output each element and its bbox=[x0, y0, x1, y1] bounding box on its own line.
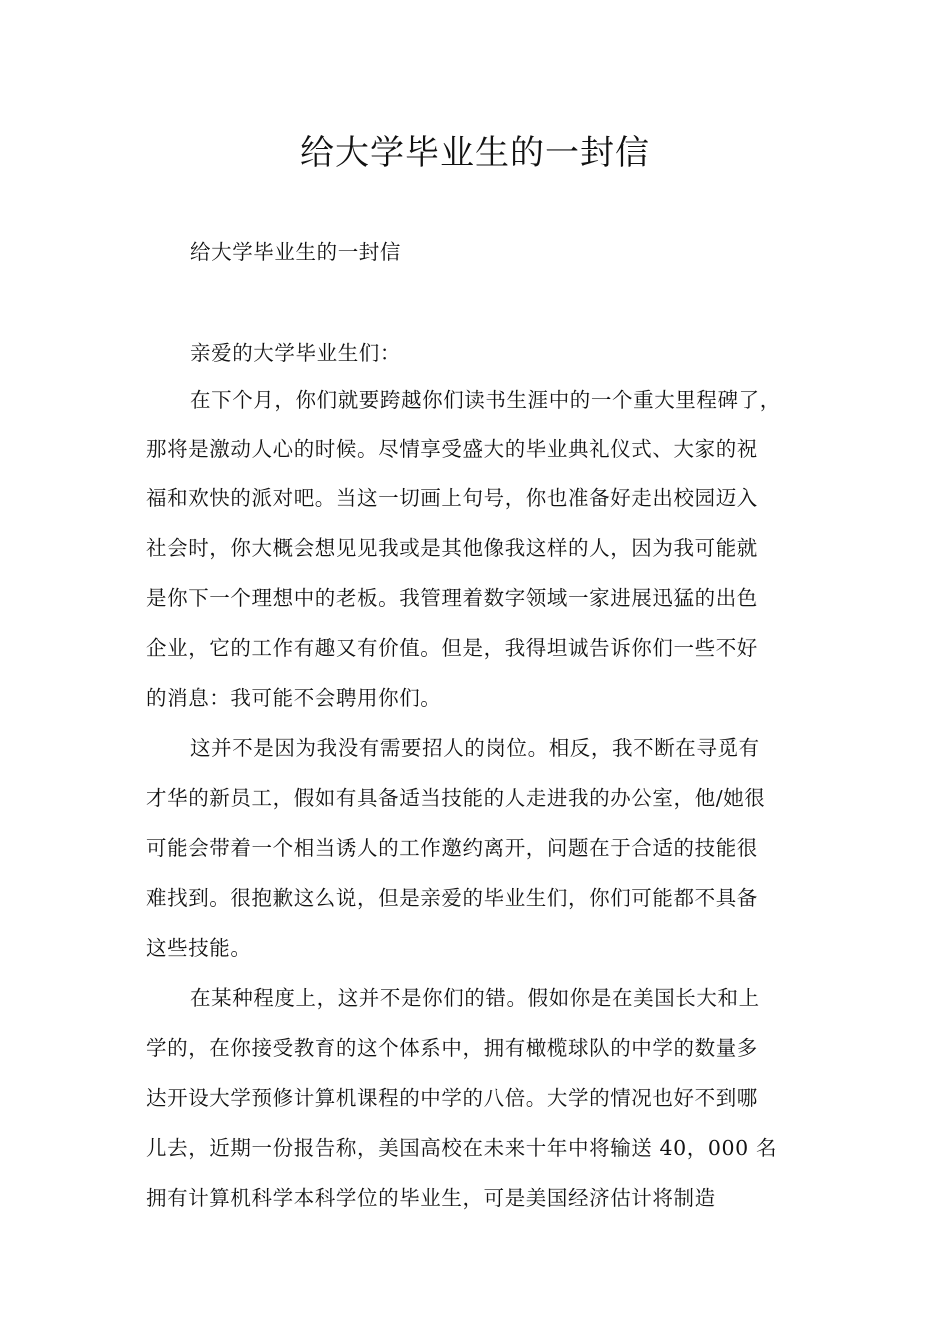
paragraph-1-line-3: 福和欢快的派对吧。当这一切画上句号，你也准备好走出校园迈入 bbox=[146, 486, 758, 510]
paragraph-3-line-4: 儿去，近期一份报告称，美国高校在未来十年中将输送 40，000 名 bbox=[146, 1136, 778, 1160]
paragraph-1-line-2: 那将是激动人心的时候。尽情享受盛大的毕业典礼仪式、大家的祝 bbox=[146, 437, 758, 461]
paragraph-1-line-6: 企业，它的工作有趣又有价值。但是，我得坦诚告诉你们一些不好 bbox=[146, 636, 758, 660]
paragraph-3-line-5: 拥有计算机科学本科学位的毕业生，可是美国经济估计将制造 bbox=[146, 1186, 716, 1210]
document-title: 给大学毕业生的一封信 bbox=[300, 133, 650, 173]
paragraph-2-line-5: 这些技能。 bbox=[146, 936, 252, 960]
subtitle-line: 给大学毕业生的一封信 bbox=[190, 240, 401, 264]
paragraph-1-line-7: 的消息：我可能不会聘用你们。 bbox=[146, 686, 442, 710]
paragraph-3-line-1: 在某种程度上，这并不是你们的错。假如你是在美国长大和上 bbox=[190, 986, 760, 1010]
paragraph-2-line-4: 难找到。很抱歉这么说，但是亲爱的毕业生们，你们可能都不具备 bbox=[146, 886, 758, 910]
paragraph-2-line-2: 才华的新员工，假如有具备适当技能的人走进我的办公室，他/她很 bbox=[146, 786, 766, 810]
paragraph-2-line-1: 这并不是因为我没有需要招人的岗位。相反，我不断在寻觅有 bbox=[190, 736, 760, 760]
paragraph-2-line-3: 可能会带着一个相当诱人的工作邀约离开，问题在于合适的技能很 bbox=[146, 836, 758, 860]
paragraph-1-line-4: 社会时，你大概会想见见我或是其他像我这样的人，因为我可能就 bbox=[146, 536, 758, 560]
paragraph-1-line-5: 是你下一个理想中的老板。我管理着数字领域一家进展迅猛的出色 bbox=[146, 586, 758, 610]
paragraph-3-line-2: 学的，在你接受教育的这个体系中，拥有橄榄球队的中学的数量多 bbox=[146, 1036, 758, 1060]
paragraph-1-line-1: 在下个月，你们就要跨越你们读书生涯中的一个重大里程碑了， bbox=[190, 388, 781, 412]
paragraph-3-line-3: 达开设大学预修计算机课程的中学的八倍。大学的情况也好不到哪 bbox=[146, 1086, 758, 1110]
salutation-line: 亲爱的大学毕业生们： bbox=[190, 341, 401, 365]
